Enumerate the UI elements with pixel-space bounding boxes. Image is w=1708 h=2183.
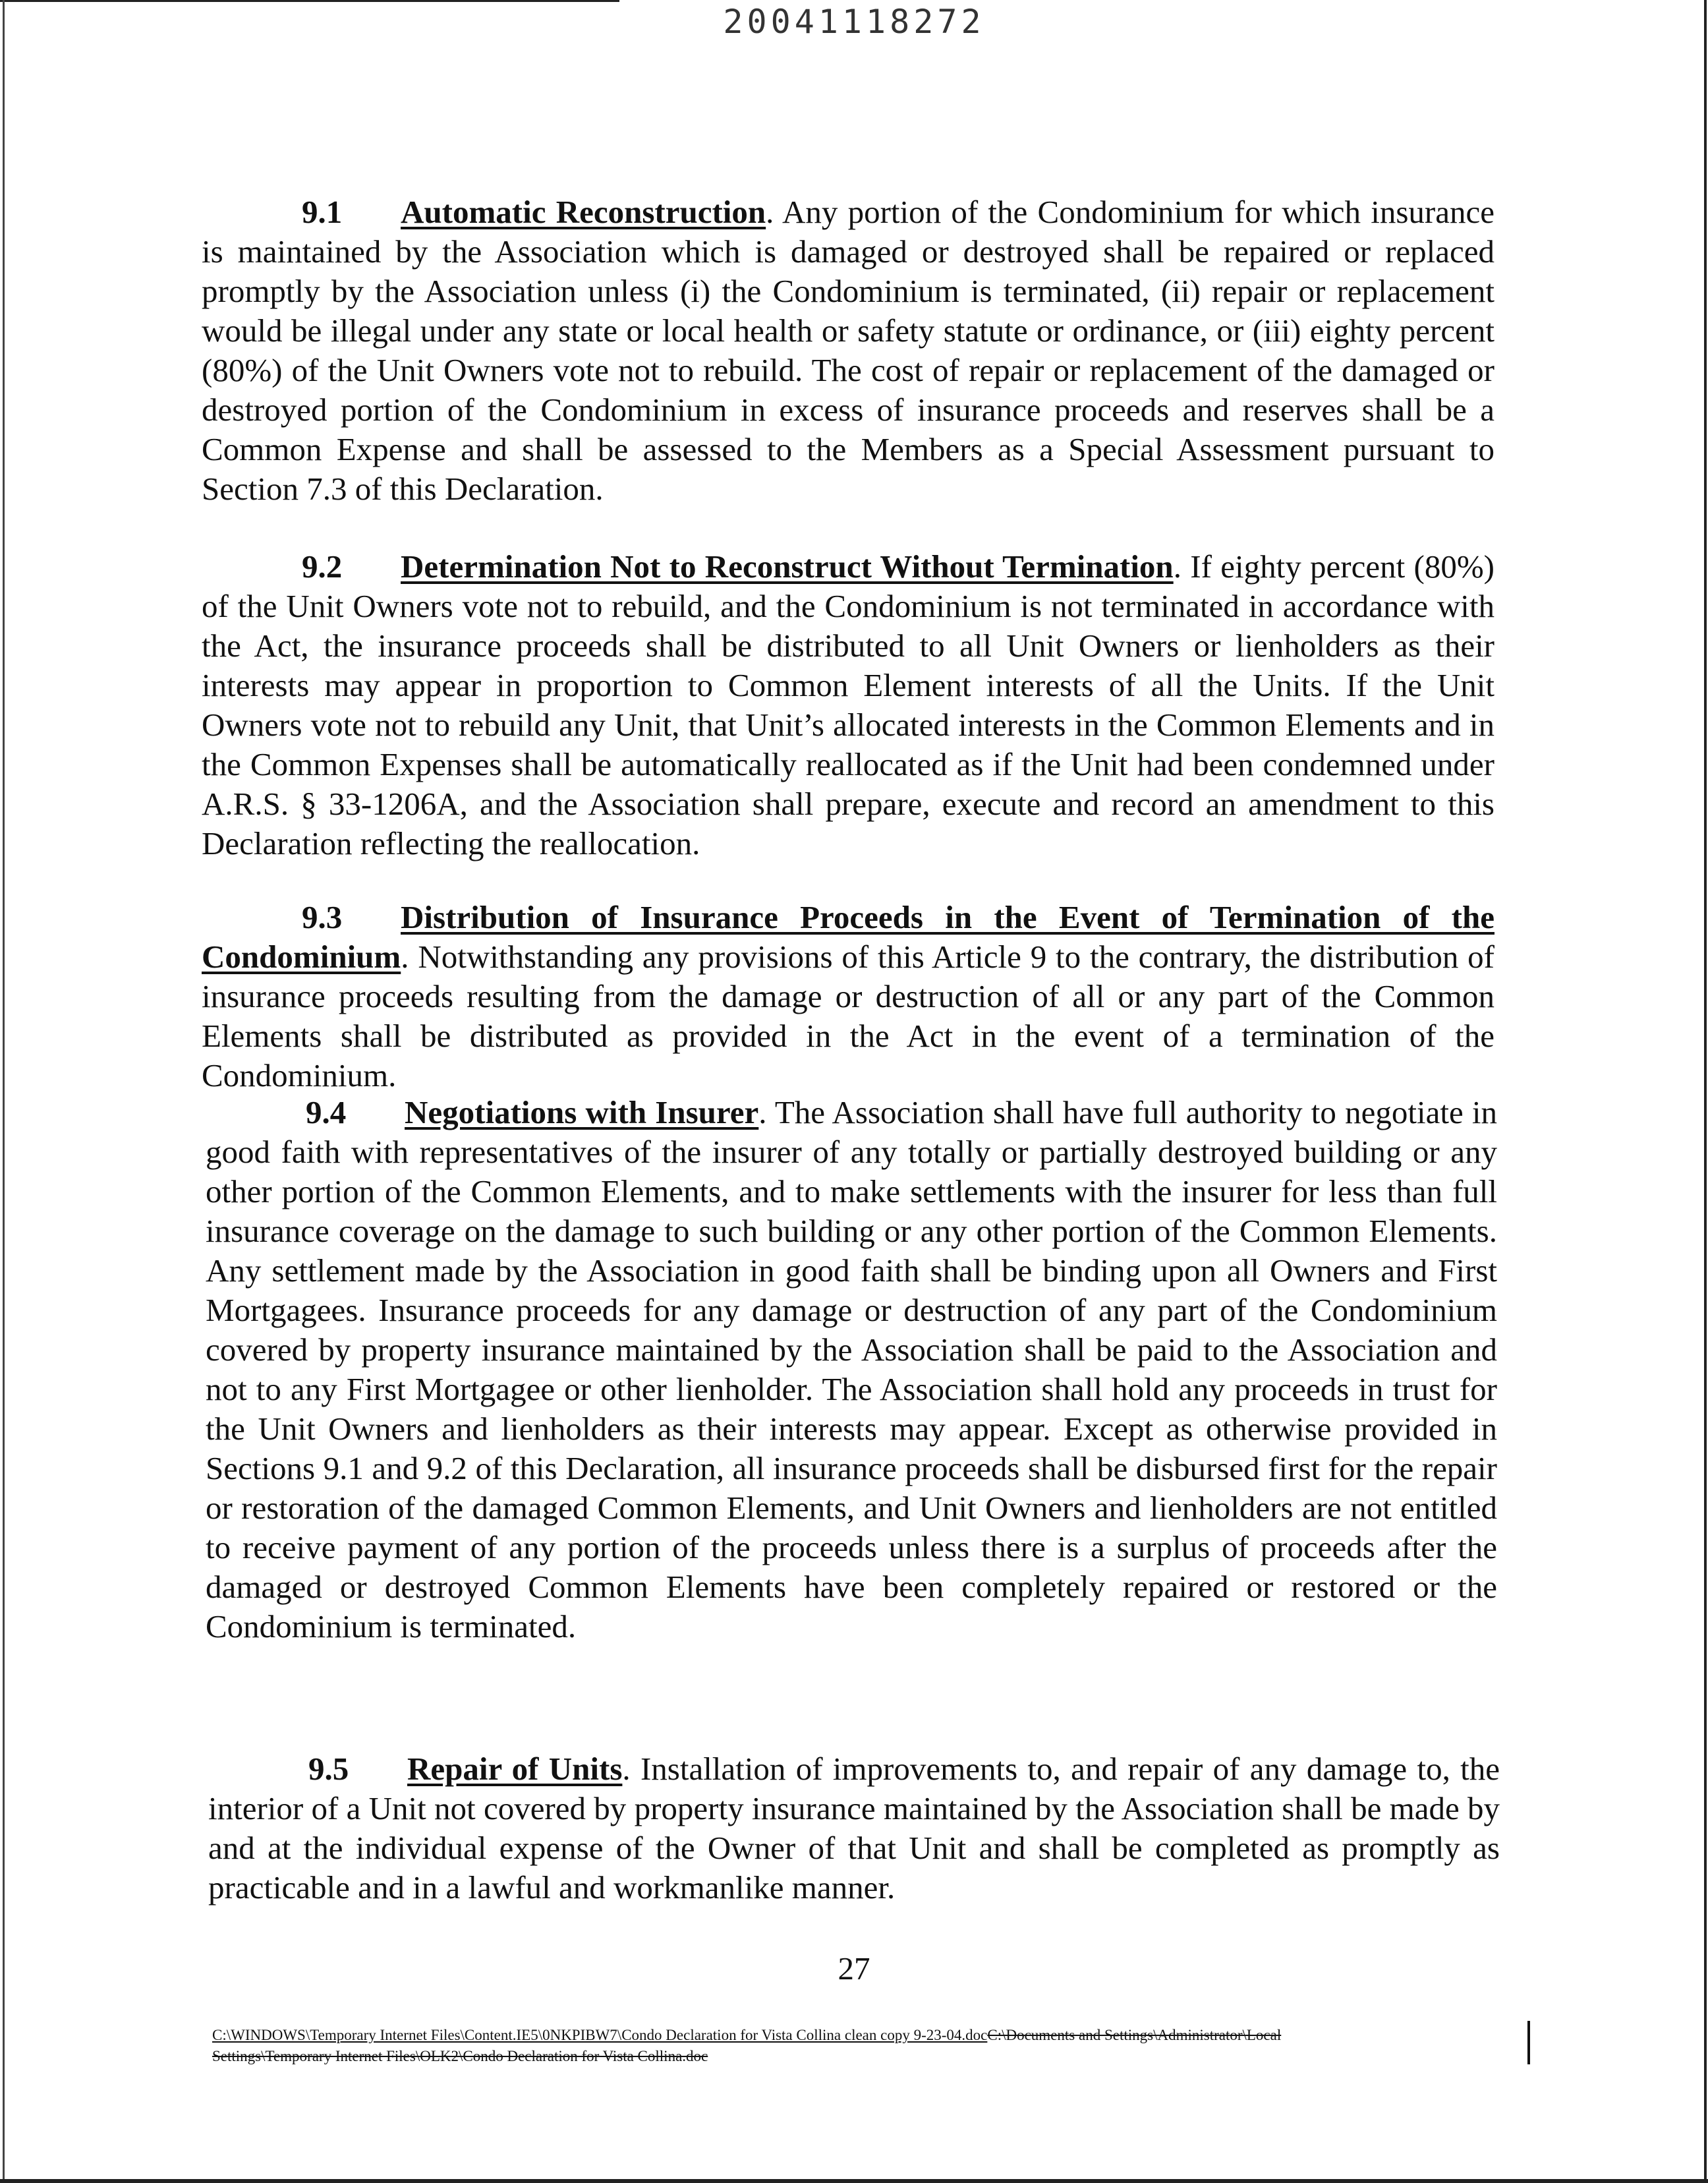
section-paragraph (202, 547, 1494, 863)
section-9-4 (206, 1093, 1497, 1646)
section-number: 9.4 (306, 1094, 347, 1130)
section-title: Distribution of Insurance Proceeds in the Event of Termination of the Condominium (202, 899, 1494, 975)
section-body: . Any portion of the Condominium for which insurance is maintained by the Association which is damaged or destroyed shall be repaired or replaced promptly by the Association unless (i) the Condominium is terminated, (ii) repair or replacement would be illegal under any state or local health or safety statute or ordinance, or (iii) eighty percent (80%) of the Unit Owners vote not to rebuild. The cost of repair or replacement of the damaged or destroyed portion of the Condominium in excess of insurance proceeds and reserves shall be a Common Expense and shall be assessed to the Members as a Special Assessment pursuant to Section 7.3 of this Declaration. (202, 194, 1494, 507)
section-number: 9.1 (302, 194, 343, 230)
section-paragraph (206, 1093, 1497, 1646)
section-body: . Notwithstanding any provisions of this Article 9 to the contrary, the distribution of insurance proceeds resulting from the damage or destruction of all or any part of the Common Elements shall be distributed as provided in the Act in the event of a termination of the Condominium. (202, 939, 1494, 1093)
deleted-file-path: C:\Documents and Settings\Administrator\Local Settings\Temporary Internet Files\OLK2\Condo Declaration for Vista Collina.doc (212, 2027, 1282, 2064)
section-title: Negotiations with Insurer (405, 1094, 759, 1130)
scan-bottom-border (0, 2179, 1708, 2183)
section-9-3 (202, 898, 1494, 1095)
scan-top-border (0, 0, 619, 2)
section-body: . Installation of improvements to, and repair of any damage to, the interior of a Unit not covered by property insurance maintained by the Association shall be made by and at the individual expense of the Owner of that Unit and shall be completed as promptly as practicable and in a lawful and workmanlike manner. (208, 1751, 1500, 1906)
page-number: 27 (838, 1950, 870, 1987)
section-9-5 (208, 1749, 1500, 1907)
section-number: 9.3 (302, 899, 343, 935)
section-9-1 (202, 192, 1494, 509)
section-9-2 (202, 547, 1494, 863)
section-body: . The Association shall have full authority to negotiate in good faith with representatives of the insurer of any totally or partially destroyed building or any other portion of the Common Elements, and to make settlements with the insurer for less than full insurance coverage on the damage to such building or any other portion of the Common Elements. Any settlement made by the Association in good faith shall be binding upon all Owners and First Mortgagees. Insurance proceeds for any damage or destruction of any part of the Condominium covered by property insurance maintained by the Association shall be paid to the Association and not to any First Mortgagee or other lienholder. The Association shall hold any proceeds in trust for the Unit Owners and lienholders as their interests may appear. Except as otherwise provided in Sections 9.1 and 9.2 of this Declaration, all insurance proceeds shall be disbursed first for the repair or restoration of the damaged Common Elements, and Unit Owners and lienholders are not entitled to receive payment of any portion of the proceeds unless there is a surplus of proceeds after the damaged or destroyed Common Elements have been completely repaired or restored or the Condominium is terminated. (206, 1094, 1498, 1645)
document-number: 20041118272 (723, 3, 985, 41)
section-title: Determination Not to Reconstruct Without Termination (401, 548, 1174, 585)
section-number: 9.5 (308, 1751, 349, 1787)
footer-file-path (212, 2025, 1346, 2067)
section-title: Repair of Units (407, 1751, 623, 1787)
scan-right-border (1704, 0, 1707, 2179)
current-file-path: C:\WINDOWS\Temporary Internet Files\Content.IE5\0NKPIBW7\Condo Declaration for Vista Collina clean copy 9-23-04.doc (212, 2027, 988, 2043)
scan-left-border (3, 0, 5, 2179)
section-number: 9.2 (302, 548, 343, 585)
revision-change-bar (1527, 2021, 1530, 2064)
section-paragraph (202, 898, 1494, 1095)
section-paragraph (208, 1749, 1500, 1907)
section-body: . If eighty percent (80%) of the Unit Owners vote not to rebuild, and the Condominium is not terminated in accordance with the Act, the insurance proceeds shall be distributed to all Unit Owners or lienholders as their interests may appear in proportion to Common Element interests of all the Units. If the Unit Owners vote not to rebuild any Unit, that Unit’s allocated interests in the Common Elements and in the Common Expenses shall be automatically reallocated as if the Unit had been condemned under A.R.S. § 33-1206A, and the Association shall prepare, execute and record an amendment to this Declaration reflecting the reallocation. (202, 548, 1494, 861)
section-paragraph (202, 192, 1494, 509)
section-title: Automatic Reconstruction (401, 194, 766, 230)
